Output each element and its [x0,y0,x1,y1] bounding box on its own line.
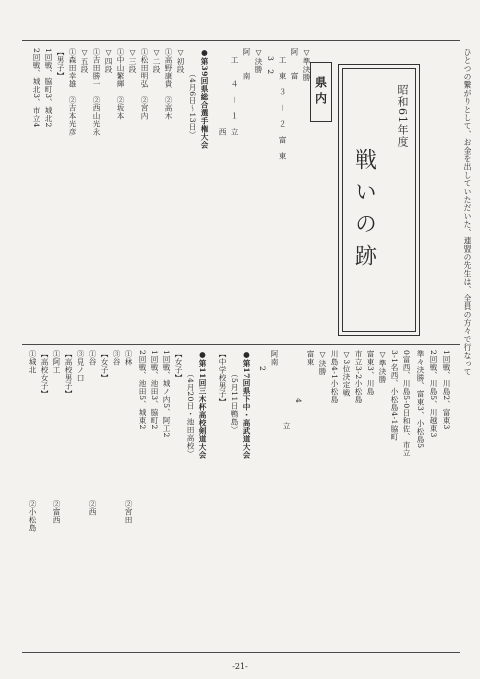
text-column: ③見ノ口 [76,350,85,382]
heading-column: ●第11回三木杯高校剣道大会 [198,350,207,459]
text-column: 2回戦、池田5、城東2 [138,350,147,430]
text-column: 富東3、川島 [366,350,375,396]
text-column: ▽二段 [152,48,161,74]
text-column: ▽3位決定戦 [342,350,351,397]
heading-column: ●第17回県下中・高武道大会 [242,350,251,459]
text-column: 工 ４ － １ 立 [230,48,239,152]
text-column: ①谷 [88,350,97,366]
text-column: 3 2 [266,48,275,123]
text-column: 4 [294,350,303,404]
text-column: ②小松島 [28,500,37,532]
text-column: 阿 富 [290,48,299,80]
text-column: 2回戦、川島5、川越東3 [429,350,438,438]
text-column: 【女子】 [174,350,183,382]
text-column: （5月11日鴨島） [230,370,239,434]
rule-middle [22,344,460,345]
rule-top [22,40,460,41]
text-column: 1回戦、池田3、脇町2 [150,350,159,430]
text-column: 工 東 ３ － ２ 富 東 [278,48,287,160]
rule-bottom [22,652,460,653]
section-tag-prefecture: 県内 [310,62,332,122]
text-column: ①中山繁輝 ②坂本 [116,48,125,120]
text-column: ①松田明弘 ②宮内 [140,48,149,120]
text-column: ▽決勝 [254,48,263,74]
text-column: ②宮田 [124,500,133,524]
text-column: 1回戦、脇町3、城北2 [44,48,53,128]
text-column: 2回戦、城北3、市立4 [32,48,41,128]
text-column: ②西 [88,500,97,516]
title-main: 戦いの跡 [351,148,377,276]
title-year: 昭和61年度 [396,84,409,148]
text-column: 【高校男子】 [64,350,73,398]
text-column: ▽三段 [128,48,137,74]
text-column: 川島4-1小松島 [330,350,339,404]
text-column: 【中学校男子】 [218,350,227,406]
text-column: ①城北 [28,350,37,374]
text-column: 準々決勝、富東3、小松島5 [416,350,425,449]
text-column: ▽決勝 [318,350,327,376]
text-column: ▽準決勝 [378,350,387,384]
text-column: 西 [218,48,227,136]
text-column: 市立3-2小松島 [354,350,363,404]
text-column: ①阿工 [52,350,61,374]
text-column: （4月6日～13日） [188,70,197,139]
text-column: 富東 [306,350,315,366]
text-column: 【女子】 [100,350,109,382]
text-column: ①高野康貴 ②高木 [164,48,173,120]
text-column: ③谷 [112,350,121,366]
text-column: 立 [282,350,291,430]
text-column: 0富西、川島5-0日和佐、市立 [402,350,411,457]
heading-column: ●第39回県総合選手権大会 [200,48,209,149]
text-column: 【高校女子】 [40,350,49,398]
text-column: ▽五段 [80,48,89,74]
text-column: 2 [258,350,267,436]
text-column: ▽初段 [176,48,185,74]
text-column: ▽準決勝 [302,48,311,82]
text-column: 【男子】 [56,48,65,80]
text-column: ②富西 [52,500,61,524]
text-column: ①森田幸雄 ②吉本光彦 [68,48,77,136]
text-column: 3-1名西、小松島4-1脇町 [390,350,399,441]
text-column: ▽四段 [104,48,113,74]
text-column: ①吉田勝一 ②西山光永 [92,48,101,136]
text-column: ①林 [124,350,133,366]
header-text-column: ひとつの繋がりとして、お金を出していただいた、連盟の先生は、全員の方々で行なって [463,48,472,376]
text-column: 1回戦、城ノ内5、阿工2 [162,350,171,438]
text-column: 1回戦、川島2、富東3 [442,350,451,430]
page-number: -21- [232,662,248,671]
text-column: （4月20日・池田高校） [186,370,195,458]
text-column: 阿 南 [242,48,251,80]
text-column: 阿南 [270,350,279,366]
